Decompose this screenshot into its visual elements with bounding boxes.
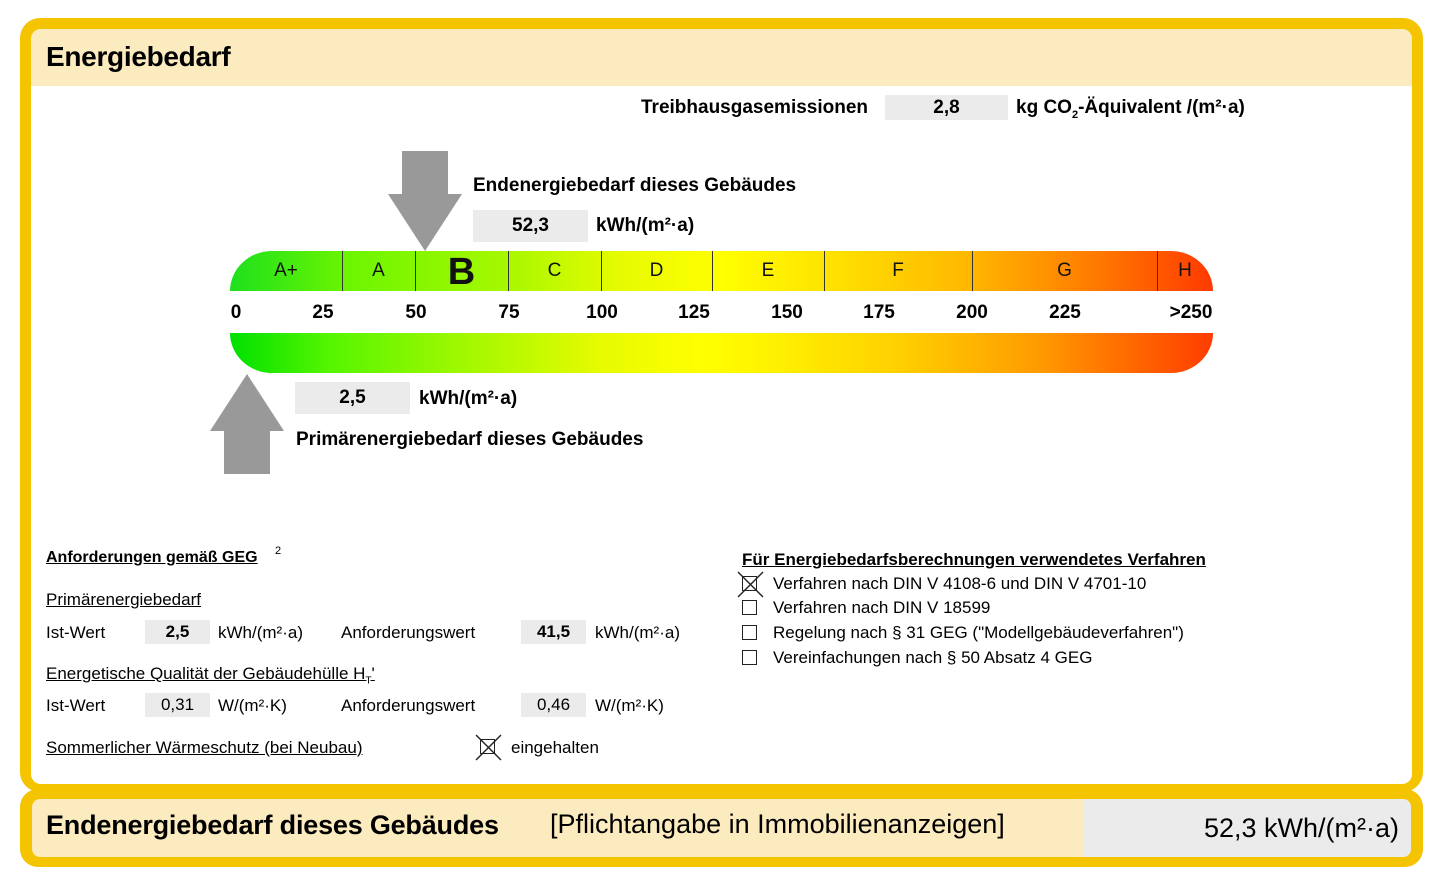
- tick-label: 100: [586, 302, 618, 323]
- class-a: A: [372, 260, 385, 281]
- envelope-required-label: Anforderungswert: [341, 696, 476, 715]
- energy-class-scale: [230, 251, 1213, 291]
- requirements-title: [46, 549, 258, 567]
- class-h: H: [1178, 260, 1192, 281]
- envelope-heading-subscript: T: [365, 675, 372, 687]
- checked-x-icon: [475, 734, 502, 761]
- tick-label: 75: [498, 302, 520, 323]
- emissions-label: Treibhausgasemissionen: [641, 97, 869, 118]
- final-energy-label: Endenergiebedarf dieses Gebäudes: [473, 175, 797, 196]
- method-label-model-building: Regelung nach § 31 GEG ("Modellgebäudeverfahren"): [773, 623, 1184, 642]
- summary-bar-body: [32, 799, 1411, 857]
- tick-label: 225: [1049, 302, 1081, 323]
- envelope-required-value: 0,46: [521, 693, 586, 717]
- method-checkbox-simplifications[interactable]: [742, 650, 757, 665]
- primary-energy-scale: [230, 333, 1213, 373]
- tick-label: 50: [405, 302, 427, 323]
- method-checkbox-din-18599[interactable]: [742, 600, 757, 615]
- arrow-up-icon: [210, 374, 284, 474]
- summer-protection-status: eingehalten: [511, 738, 599, 757]
- method-checkbox-din-4108[interactable]: [742, 576, 757, 591]
- final-energy-value: 52,3: [473, 210, 588, 242]
- methods-title: Für Energiebedarfsberechnungen verwendetes Verfahren: [742, 550, 1206, 569]
- tick-label: 175: [863, 302, 895, 323]
- class-a-plus: A+: [274, 260, 298, 281]
- class-f: F: [892, 260, 904, 281]
- primary-requirement-heading: Primärenergiebedarf: [46, 590, 201, 609]
- envelope-heading-text: Energetische Qualität der Gebäudehülle H: [46, 664, 366, 683]
- tick-label: 200: [956, 302, 988, 323]
- primary-required-value: 41,5: [521, 620, 586, 644]
- summary-value-box: [1084, 799, 1411, 857]
- emissions-unit-suffix: -Äquivalent /(m²·a): [1078, 97, 1245, 118]
- emissions-unit-prefix: kg CO: [1016, 97, 1072, 118]
- emissions-value: 2,8: [885, 95, 1008, 120]
- arrow-down-icon: [388, 151, 462, 251]
- tick-label: >250: [1169, 302, 1213, 323]
- section-title: Energiebedarf: [46, 41, 231, 72]
- summary-note: [Pflichtangabe in Immobilienanzeigen]: [550, 809, 1005, 839]
- class-e: E: [761, 260, 775, 281]
- class-c: C: [547, 260, 562, 281]
- envelope-actual-value: 0,31: [145, 693, 210, 717]
- primary-energy-unit: kWh/(m²·a): [419, 388, 518, 409]
- primary-actual-unit: kWh/(m²·a): [218, 623, 303, 642]
- final-energy-unit: kWh/(m²·a): [596, 215, 695, 236]
- tick-label: 125: [678, 302, 710, 323]
- emissions-unit-subscript: 2: [1071, 108, 1079, 121]
- envelope-required-unit: W/(m²·K): [595, 696, 664, 715]
- method-label-simplifications: Vereinfachungen nach § 50 Absatz 4 GEG: [773, 648, 1093, 667]
- primary-actual-label: Ist-Wert: [46, 623, 106, 642]
- tick-label: 0: [230, 302, 242, 323]
- envelope-actual-label: Ist-Wert: [46, 696, 106, 715]
- summary-value: 52,3 kWh/(m²·a): [1203, 813, 1399, 843]
- requirements-footnote: 2: [275, 545, 282, 557]
- envelope-actual-unit: W/(m²·K): [218, 696, 287, 715]
- method-checkbox-model-building[interactable]: [742, 625, 757, 640]
- class-b-active: B: [447, 251, 476, 291]
- checked-x-icon: [737, 571, 764, 598]
- envelope-heading-suffix: ': [371, 664, 375, 683]
- method-label-din-4108: Verfahren nach DIN V 4108-6 und DIN V 4701-10: [773, 574, 1147, 593]
- summer-protection-heading: Sommerlicher Wärmeschutz (bei Neubau): [46, 738, 363, 757]
- summary-bar: [20, 789, 1423, 867]
- primary-required-unit: kWh/(m²·a): [595, 623, 680, 642]
- envelope-requirement-heading: [46, 664, 375, 686]
- summary-title: Endenergiebedarf dieses Gebäudes: [46, 810, 499, 840]
- class-d: D: [649, 260, 664, 281]
- primary-energy-value: 2,5: [295, 382, 410, 414]
- class-g: G: [1057, 260, 1072, 281]
- tick-label: 25: [312, 302, 334, 323]
- requirements-title-text: Anforderungen gemäß GEG: [46, 549, 258, 566]
- tick-label: 150: [771, 302, 803, 323]
- primary-required-label: Anforderungswert: [341, 623, 476, 642]
- summer-protection-checkbox[interactable]: [480, 739, 495, 754]
- primary-actual-value: 2,5: [145, 620, 210, 644]
- emissions-unit: [1016, 97, 1245, 121]
- method-label-din-18599: Verfahren nach DIN V 18599: [773, 598, 991, 617]
- primary-energy-label: Primärenergiebedarf dieses Gebäudes: [296, 429, 644, 450]
- section-header: [31, 29, 1412, 86]
